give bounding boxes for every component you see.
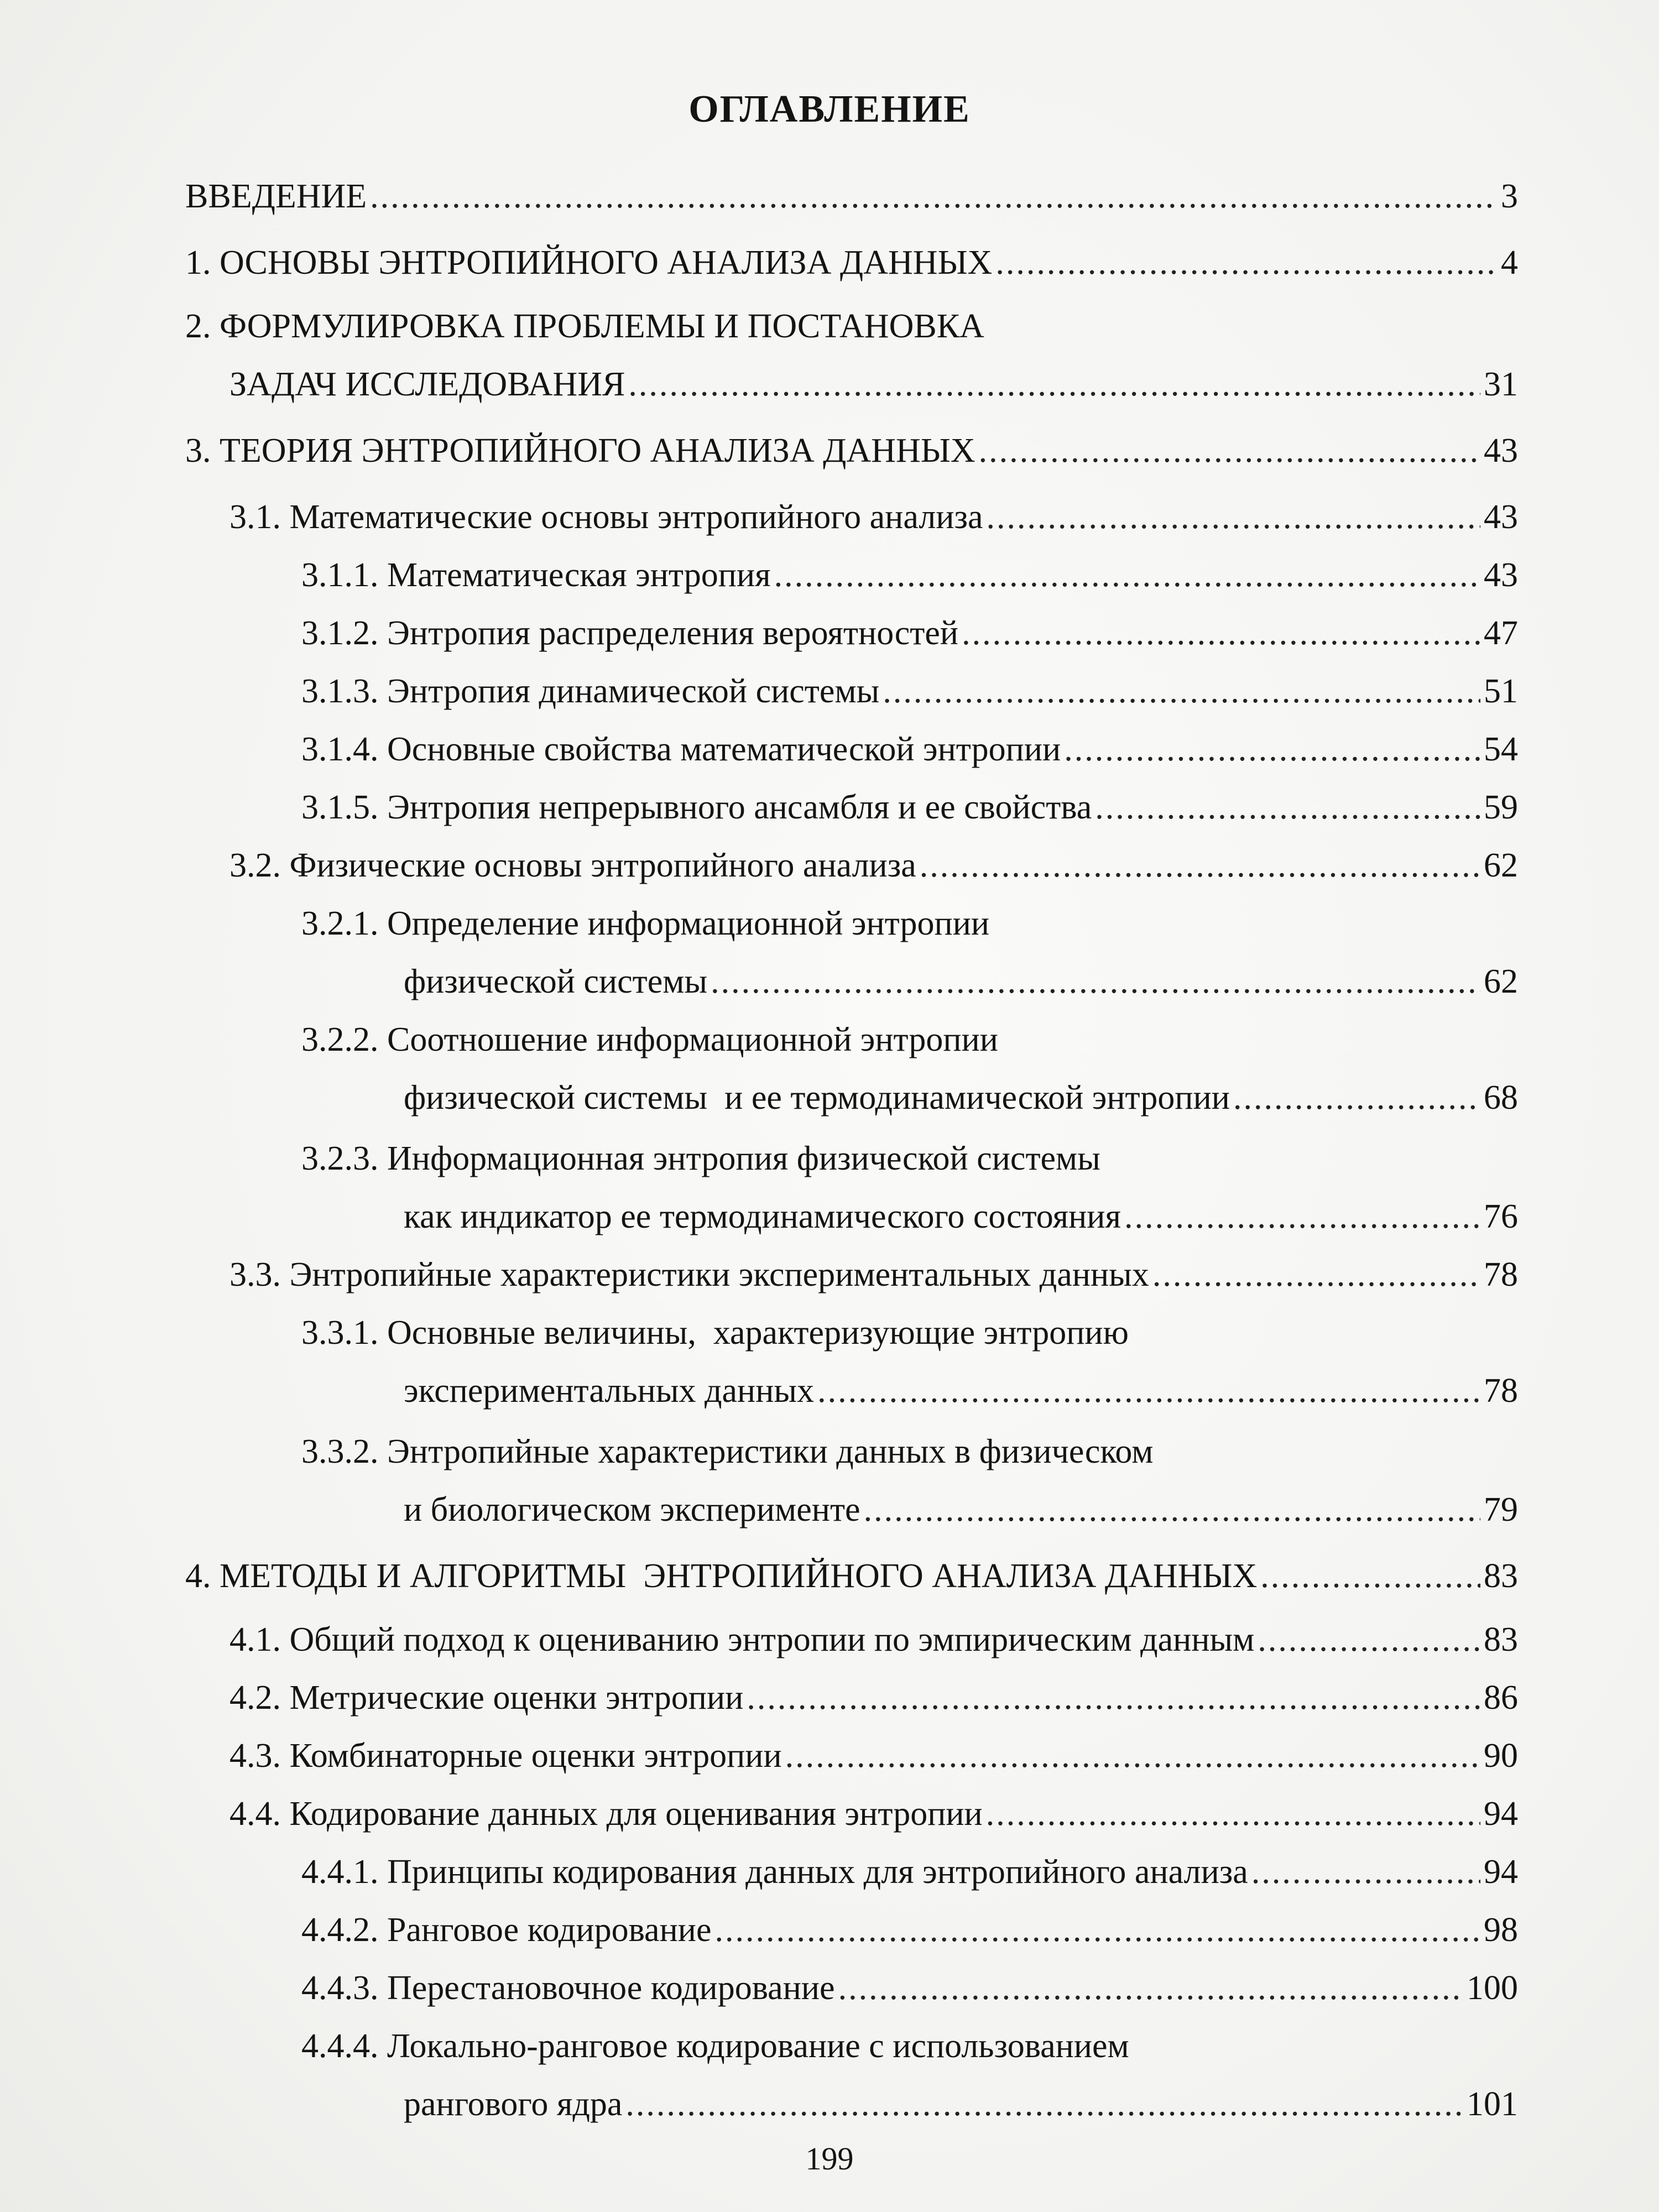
- toc-entry: [404, 1485, 1518, 1535]
- toc-entry-title: экспериментальных данных: [404, 1372, 815, 1410]
- toc-entry-page: 47: [1484, 614, 1518, 652]
- dot-leader: [986, 1789, 1480, 1839]
- toc-entry-page: 78: [1484, 1372, 1518, 1410]
- toc-entry-title: ЗАДАЧ ИССЛЕДОВАНИЯ: [229, 366, 625, 403]
- toc-entry-page: 4: [1501, 244, 1518, 281]
- toc-entry-title: 3.1. Математические основы энтропийного анализа: [229, 498, 983, 536]
- dot-leader: [628, 359, 1480, 409]
- toc-entry-title: рангового ядра: [404, 2085, 623, 2123]
- toc-entry: [301, 1015, 1518, 1065]
- toc-entry-page: 43: [1484, 432, 1518, 469]
- dot-leader: [995, 238, 1498, 288]
- toc-entry-title: 2. ФОРМУЛИРОВКА ПРОБЛЕМЫ И ПОСТАНОВКА: [185, 307, 984, 345]
- toc-entry: [404, 957, 1518, 1006]
- toc-entry-page: 90: [1484, 1737, 1518, 1775]
- toc-entry-page: 68: [1484, 1079, 1518, 1117]
- toc-entry: [185, 1551, 1518, 1601]
- dot-leader: [920, 841, 1480, 890]
- toc-entry-title: 3.3.2. Энтропийные характеристики данных в физическом: [301, 1433, 1154, 1470]
- toc-entry: [229, 359, 1518, 409]
- toc-entry: [301, 1427, 1518, 1477]
- toc-entry: [301, 1905, 1518, 1955]
- dot-leader: [1124, 1192, 1480, 1241]
- toc-entry: [229, 1615, 1518, 1665]
- page-title: ОГЛАВЛЕНИЕ: [688, 88, 971, 131]
- toc-entry: [404, 1073, 1518, 1123]
- toc-entry-title: 3.1.1. Математическая энтропия: [301, 556, 771, 594]
- toc-entry-title: 4.4.4. Локально-ранговое кодирование с использованием: [301, 2027, 1129, 2065]
- dot-leader: [785, 1731, 1480, 1781]
- toc-entry-page: 94: [1484, 1795, 1518, 1833]
- toc-entry-page: 62: [1484, 963, 1518, 1000]
- toc-entry-title: 3.1.2. Энтропия распределения вероятностей: [301, 614, 959, 652]
- dot-leader: [774, 550, 1480, 600]
- toc-entry-page: 43: [1484, 498, 1518, 536]
- toc-entry-title: 3.1.3. Энтропия динамической системы: [301, 672, 880, 710]
- toc-entry-title: физической системы: [404, 963, 708, 1000]
- toc-entry-title: 4.2. Метрические оценки энтропии: [229, 1679, 744, 1717]
- toc-entry-page: 51: [1484, 672, 1518, 710]
- toc-entry-title: 4.1. Общий подход к оцениванию энтропии по эмпирическим данным: [229, 1621, 1255, 1658]
- toc-entry-page: 3: [1501, 178, 1518, 215]
- toc-entry: [404, 2079, 1518, 2129]
- toc-entry-title: 4.4. Кодирование данных для оценивания энтропии: [229, 1795, 983, 1833]
- dot-leader: [987, 492, 1480, 542]
- dot-leader: [625, 2079, 1463, 2129]
- toc-entry-title: 4. МЕТОДЫ И АЛГОРИТМЫ ЭНТРОПИЙНОГО АНАЛИЗА ДАННЫХ: [185, 1557, 1258, 1595]
- dot-leader: [711, 957, 1480, 1006]
- toc-entry-title: 3.3. Энтропийные характеристики экспериментальных данных: [229, 1256, 1149, 1293]
- toc-entry: [301, 899, 1518, 948]
- toc-entry-title: 1. ОСНОВЫ ЭНТРОПИЙНОГО АНАЛИЗА ДАННЫХ: [185, 244, 993, 281]
- dot-leader: [817, 1366, 1480, 1416]
- dot-leader: [979, 426, 1480, 476]
- toc-entry: [404, 1366, 1518, 1416]
- toc-entry: [404, 1192, 1518, 1241]
- dot-leader: [1260, 1551, 1480, 1601]
- toc-entry-title: 4.4.1. Принципы кодирования данных для энтропийного анализа: [301, 1853, 1248, 1891]
- toc-entry-page: 79: [1484, 1491, 1518, 1528]
- dot-leader: [1251, 1847, 1480, 1897]
- toc-entry-page: 83: [1484, 1621, 1518, 1658]
- toc-entry: [229, 1789, 1518, 1839]
- toc-entry: [229, 841, 1518, 890]
- toc-entry-title: 4.3. Комбинаторные оценки энтропии: [229, 1737, 782, 1775]
- dot-leader: [1233, 1073, 1480, 1123]
- toc-entry-title: 3.1.4. Основные свойства математической энтропии: [301, 731, 1061, 768]
- toc-entry-title: 3.3.1. Основные величины, характеризующие энтропию: [301, 1314, 1129, 1352]
- toc-entry-page: 100: [1467, 1969, 1518, 2007]
- dot-leader: [1152, 1250, 1480, 1300]
- toc-entry: [301, 782, 1518, 832]
- dot-leader: [1095, 782, 1480, 832]
- toc-entry-page: 101: [1467, 2085, 1518, 2123]
- toc-entry-page: 98: [1484, 1911, 1518, 1949]
- toc-entry-title: 3.1.5. Энтропия непрерывного ансамбля и ее свойства: [301, 789, 1092, 826]
- toc-entry-page: 54: [1484, 731, 1518, 768]
- dot-leader: [714, 1905, 1480, 1955]
- toc-entry: [229, 1250, 1518, 1300]
- toc-entry-page: 59: [1484, 789, 1518, 826]
- dot-leader: [1258, 1615, 1480, 1665]
- dot-leader: [747, 1673, 1480, 1723]
- page-number: 199: [805, 2141, 854, 2177]
- toc-entry-title: 3.2. Физические основы энтропийного анализа: [229, 847, 916, 884]
- dot-leader: [962, 608, 1480, 658]
- toc-entry: [229, 492, 1518, 542]
- toc-entry-title: 3.2.3. Информационная энтропия физической системы: [301, 1140, 1100, 1177]
- toc-entry: [185, 238, 1518, 288]
- toc-entry-title: 3.2.1. Определение информационной энтропии: [301, 905, 990, 942]
- toc-entry: [301, 1308, 1518, 1358]
- dot-leader: [1064, 724, 1480, 774]
- toc-entry-title: и биологическом эксперименте: [404, 1491, 860, 1528]
- toc-entry-page: 83: [1484, 1557, 1518, 1595]
- toc-entry-page: 94: [1484, 1853, 1518, 1891]
- toc-entry: [301, 1134, 1518, 1183]
- toc-entry: [185, 301, 1518, 351]
- toc-entry: [301, 724, 1518, 774]
- toc-entry-page: 62: [1484, 847, 1518, 884]
- toc-entry-page: 78: [1484, 1256, 1518, 1293]
- toc-entry: [229, 1731, 1518, 1781]
- toc-entry-title: 3. ТЕОРИЯ ЭНТРОПИЙНОГО АНАЛИЗА ДАННЫХ: [185, 432, 975, 469]
- dot-leader: [370, 171, 1498, 221]
- toc-entry: [301, 550, 1518, 600]
- toc-entry-title: ВВЕДЕНИЕ: [185, 178, 367, 215]
- toc-entry: [301, 666, 1518, 716]
- toc-entry: [301, 608, 1518, 658]
- toc-entry: [301, 2021, 1518, 2071]
- dot-leader: [838, 1963, 1463, 2013]
- toc-entry-title: физической системы и ее термодинамической энтропии: [404, 1079, 1230, 1117]
- toc-entry-page: 76: [1484, 1198, 1518, 1235]
- toc-entry-page: 86: [1484, 1679, 1518, 1717]
- toc-entry: [185, 171, 1518, 221]
- toc-entry: [229, 1673, 1518, 1723]
- toc-entry-page: 31: [1484, 366, 1518, 403]
- toc-entry: [301, 1847, 1518, 1897]
- toc-entry-title: 4.4.3. Перестановочное кодирование: [301, 1969, 835, 2007]
- toc-entry-title: как индикатор ее термодинамического состояния: [404, 1198, 1121, 1235]
- dot-leader: [864, 1485, 1480, 1535]
- toc-entry: [185, 426, 1518, 476]
- toc-entry-page: 43: [1484, 556, 1518, 594]
- toc-entry: [301, 1963, 1518, 2013]
- toc-entry-title: 4.4.2. Ранговое кодирование: [301, 1911, 712, 1949]
- dot-leader: [883, 666, 1480, 716]
- toc-entry-title: 3.2.2. Соотношение информационной энтропии: [301, 1021, 998, 1058]
